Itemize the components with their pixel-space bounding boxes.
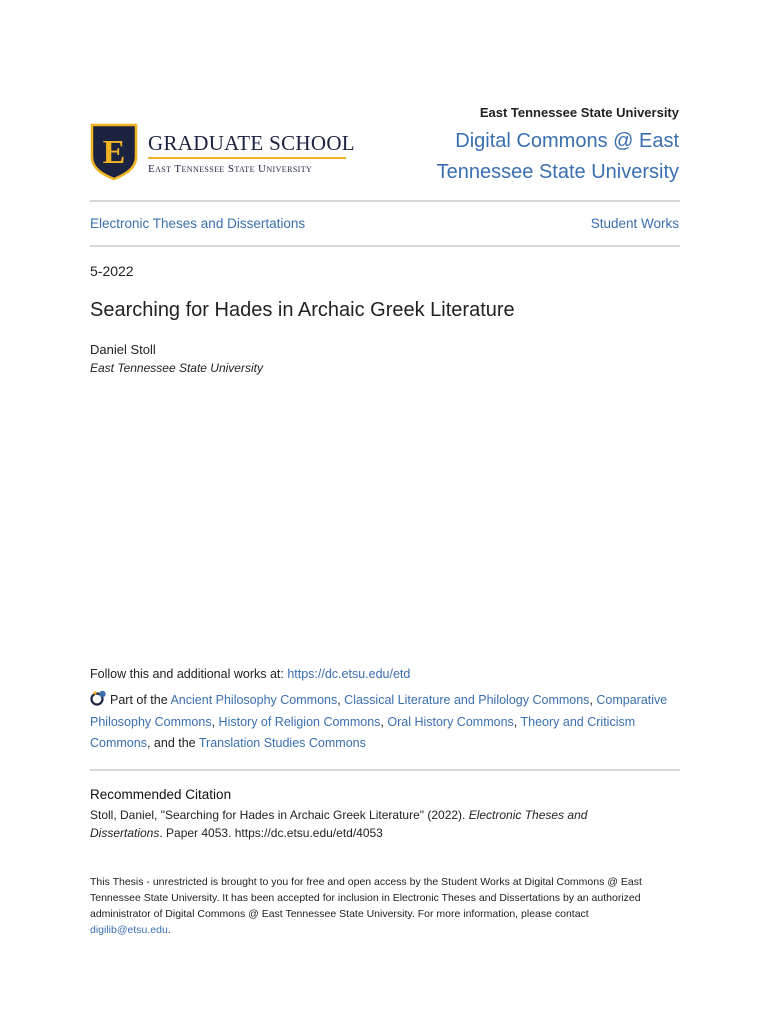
top-divider — [90, 200, 680, 202]
follow-url-link[interactable]: https://dc.etsu.edu/etd — [287, 667, 411, 681]
commons-link-theory-criticism[interactable]: Theory and Criticism Commons — [90, 714, 636, 750]
commons-link-oral-history[interactable]: Oral History Commons — [387, 714, 514, 729]
document-title: Searching for Hades in Archaic Greek Literature — [90, 299, 515, 321]
graduate-school-logo — [90, 123, 355, 181]
bepress-commons-icon — [90, 690, 108, 706]
logo-divider — [148, 157, 346, 159]
part-of-prefix: Part of the — [110, 693, 171, 707]
contact-email-link[interactable]: digilib@etsu.edu — [90, 924, 168, 936]
shield-letter: E — [102, 134, 126, 171]
institution-name: East Tennessee State University — [479, 105, 679, 120]
commons-link-translation-studies[interactable]: Translation Studies Commons — [198, 736, 366, 750]
nav-divider — [90, 245, 680, 247]
commons-link-ancient-philosophy[interactable]: Ancient Philosophy Commons — [170, 693, 338, 707]
theses-dissertations-link[interactable]: Electronic Theses and Dissertations — [90, 216, 306, 231]
access-notice: This Thesis - unrestricted is brought to you for free and open access by the Student Works at Digital Commons @ East Tennessee State University. It has been accepted for inclusion in Electronic Theses and Dissertations by an authorized administrator of Digital Commons @ East Tennessee State University. For more information, please contact digilib@etsu.edu. — [90, 876, 642, 936]
notice-text: This Thesis - unrestricted is brought to you for free and open access by the Student Works at Digital Commons @ East Tennessee State University. It has been accepted for inclusion in Electronic Theses and Dissertations by an authorized administrator of Digital Commons @ East Tennessee State University. For more information, please contact — [90, 876, 642, 920]
student-works-link[interactable]: Student Works — [590, 216, 679, 231]
citation-divider — [90, 769, 680, 771]
commons-link-history-of-religion[interactable]: History of Religion Commons — [218, 714, 381, 729]
follow-line — [90, 667, 410, 681]
follow-text: Follow this and additional works at: — [90, 667, 288, 681]
logo-title: GRADUATE SCHOOL — [148, 131, 355, 155]
etsu-shield-icon — [90, 123, 138, 180]
citation-text: Stoll, Daniel, "Searching for Hades in Archaic Greek Literature" (2022). Electronic Theses and Dissertations. Paper 4053. https://dc.etsu.edu/etd/4053 — [90, 808, 588, 840]
commons-link-comparative-philosophy[interactable]: Comparative Philosophy Commons — [90, 693, 668, 729]
commons-link-classical-literature[interactable]: Classical Literature and Philology Commons — [344, 693, 590, 707]
publication-date: 5-2022 — [90, 263, 134, 279]
citation-series: Electronic Theses and Dissertations — [90, 808, 588, 840]
part-of-commons: Part of the Ancient Philosophy Commons, Classical Literature and Philology Commons, Comparative Philosophy Commons, History of Religion Commons, Oral History Commons, Theory and Criticism Commons, and the Translation Studies Commons — [90, 690, 680, 755]
repository-link[interactable]: Digital Commons @ East Tennessee State University — [436, 130, 679, 183]
citation-heading: Recommended Citation — [90, 787, 232, 802]
author-name: Daniel Stoll — [90, 342, 156, 357]
logo-subtitle: East Tennessee State University — [148, 163, 313, 175]
author-affiliation: East Tennessee State University — [90, 361, 263, 375]
